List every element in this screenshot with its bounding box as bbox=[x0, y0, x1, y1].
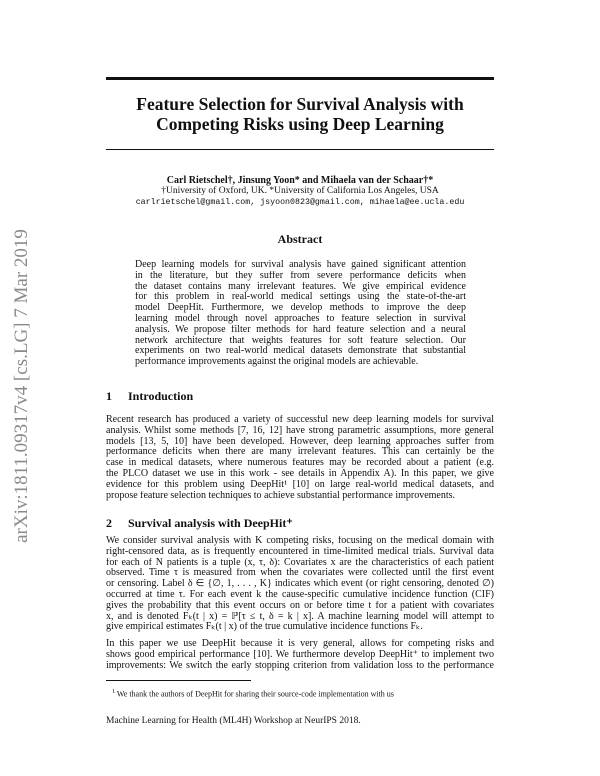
section-number: 2 bbox=[106, 516, 112, 530]
venue-note: Machine Learning for Health (ML4H) Workshop at NeurIPS 2018. bbox=[106, 716, 361, 726]
footnote-marker: 1 bbox=[112, 689, 115, 695]
text-line: model DeepHit. Furthermore, we develop methods to improve the deep bbox=[135, 303, 466, 314]
text-line: gives the probability that this event occurs on or before time t for a patient with covariates bbox=[106, 600, 494, 611]
footnote-text: We thank the authors of DeepHit for sharing their source-code implementation with us bbox=[116, 689, 394, 699]
abstract-heading: Abstract bbox=[277, 232, 323, 246]
text-line: case in medical datasets, where numerous features may be recorded about a patient (e.g. bbox=[106, 458, 494, 469]
text-line: Deep learning models for survival analysis have gained significant attention bbox=[135, 260, 466, 270]
title-line: Competing Risks using Deep Learning bbox=[156, 114, 444, 134]
text-line: give empirical estimates F̂ₖ(t | x) of the true cumulative incidence functions Fₖ. bbox=[106, 622, 423, 633]
text-line: observed. Time τ is measured from when the covariates were collected until the first event bbox=[106, 568, 494, 579]
arxiv-identifier: arXiv:1811.09317v4 [cs.LG] 7 Mar 2019 bbox=[11, 229, 32, 543]
survival-paragraph-2 bbox=[106, 639, 494, 671]
section-title: Introduction bbox=[128, 389, 194, 403]
text-line: propose feature selection techniques to achieve substantial performance improvements. bbox=[106, 490, 456, 501]
text-line: analysis. Whilst some methods [7, 16, 12] have strong parametric assumptions, more general bbox=[106, 425, 494, 436]
affiliations: †University of Oxford, UK. *University of California Los Angeles, USA bbox=[161, 186, 439, 196]
text-line: shows good empirical performance [10]. We furthermore develop DeepHit⁺ to implement two bbox=[106, 649, 494, 660]
section-title: Survival analysis with DeepHit⁺ bbox=[128, 516, 293, 530]
text-line: the dataset contains many irrelevant features. We give empirical evidence bbox=[135, 281, 466, 292]
abstract-text bbox=[135, 260, 466, 368]
text-line: evidence for this problem using DeepHit¹ [10] on large real-world medical datasets, and bbox=[106, 479, 494, 490]
title-bottom-rule bbox=[106, 149, 494, 150]
text-line: In this paper we use DeepHit because it is very general, allows for competing risks and bbox=[106, 639, 494, 649]
text-line: occurred at time τ. For each event k the cause-specific cumulative incidence function (CIF) bbox=[106, 589, 494, 600]
text-line: models [13, 5, 10] have been developed. However, deep learning approaches suffer from bbox=[106, 436, 494, 447]
text-line: Recent research has produced a variety of successful new deep learning models for survival bbox=[106, 415, 494, 425]
text-line: for this problem in real-world medical settings using the state-of-the-art bbox=[135, 292, 466, 303]
text-line: analysis. We propose filter methods for hard feature selection and a neural bbox=[135, 324, 466, 335]
text-line: improvements: We switch the early stopping criterion from validation loss to the performance bbox=[106, 660, 494, 671]
text-line: x, and is denoted Fₖ(t | x) = ℙ[τ ≤ t, δ = k | x]. A machine learning model will attempt to bbox=[106, 611, 494, 622]
authors: Carl Rietschel†, Jinsung Yoon* and Mihaela van der Schaar†* bbox=[166, 175, 434, 186]
author-emails: carlrietschel@gmail.com, jsyoon0823@gmail.com, mihaela@ee.ucla.edu bbox=[135, 198, 465, 207]
text-line: or censoring. Label δ ∈ {∅, 1, . . . , K} indicates which event (or right censoring, denoted ∅) bbox=[106, 579, 494, 590]
title-line: Feature Selection for Survival Analysis with bbox=[136, 94, 464, 114]
text-line: right-censored data, as is frequently encountered in time-limited medical trials. Survival data bbox=[106, 546, 494, 557]
text-line: network architecture that weights features for soft feature selection. Our bbox=[135, 335, 466, 346]
text-line: experiments on two real-world medical datasets demonstrate that substantial bbox=[135, 346, 466, 357]
survival-paragraph-1 bbox=[106, 536, 494, 633]
text-line: in the literature, but they suffer from severe performance deficits when bbox=[135, 270, 466, 281]
introduction-paragraph bbox=[106, 415, 494, 501]
section-number: 1 bbox=[106, 389, 112, 403]
text-line: performance deficits when there are many irrelevant features. This can certainly be the bbox=[106, 447, 494, 458]
text-line: performance improvements against the original models are achievable. bbox=[135, 357, 419, 368]
paper-title bbox=[60, 94, 540, 134]
text-line: for each of N patients is a tuple (x, τ, δ): Covariates x are the characteristics of each patient bbox=[106, 557, 494, 568]
footnote bbox=[112, 687, 394, 700]
footnote-rule bbox=[106, 680, 251, 681]
text-line: We consider survival analysis with K competing risks, focusing on the medical domain with bbox=[106, 536, 494, 546]
section-heading-survival-analysis bbox=[106, 516, 293, 530]
text-line: the PLCO dataset we use in this work - see details in Appendix A). In this paper, we give bbox=[106, 468, 494, 479]
text-line: learning model through novel approaches to feature selection in survival bbox=[135, 313, 466, 324]
section-heading-introduction bbox=[106, 389, 193, 403]
title-top-rule bbox=[106, 77, 494, 80]
